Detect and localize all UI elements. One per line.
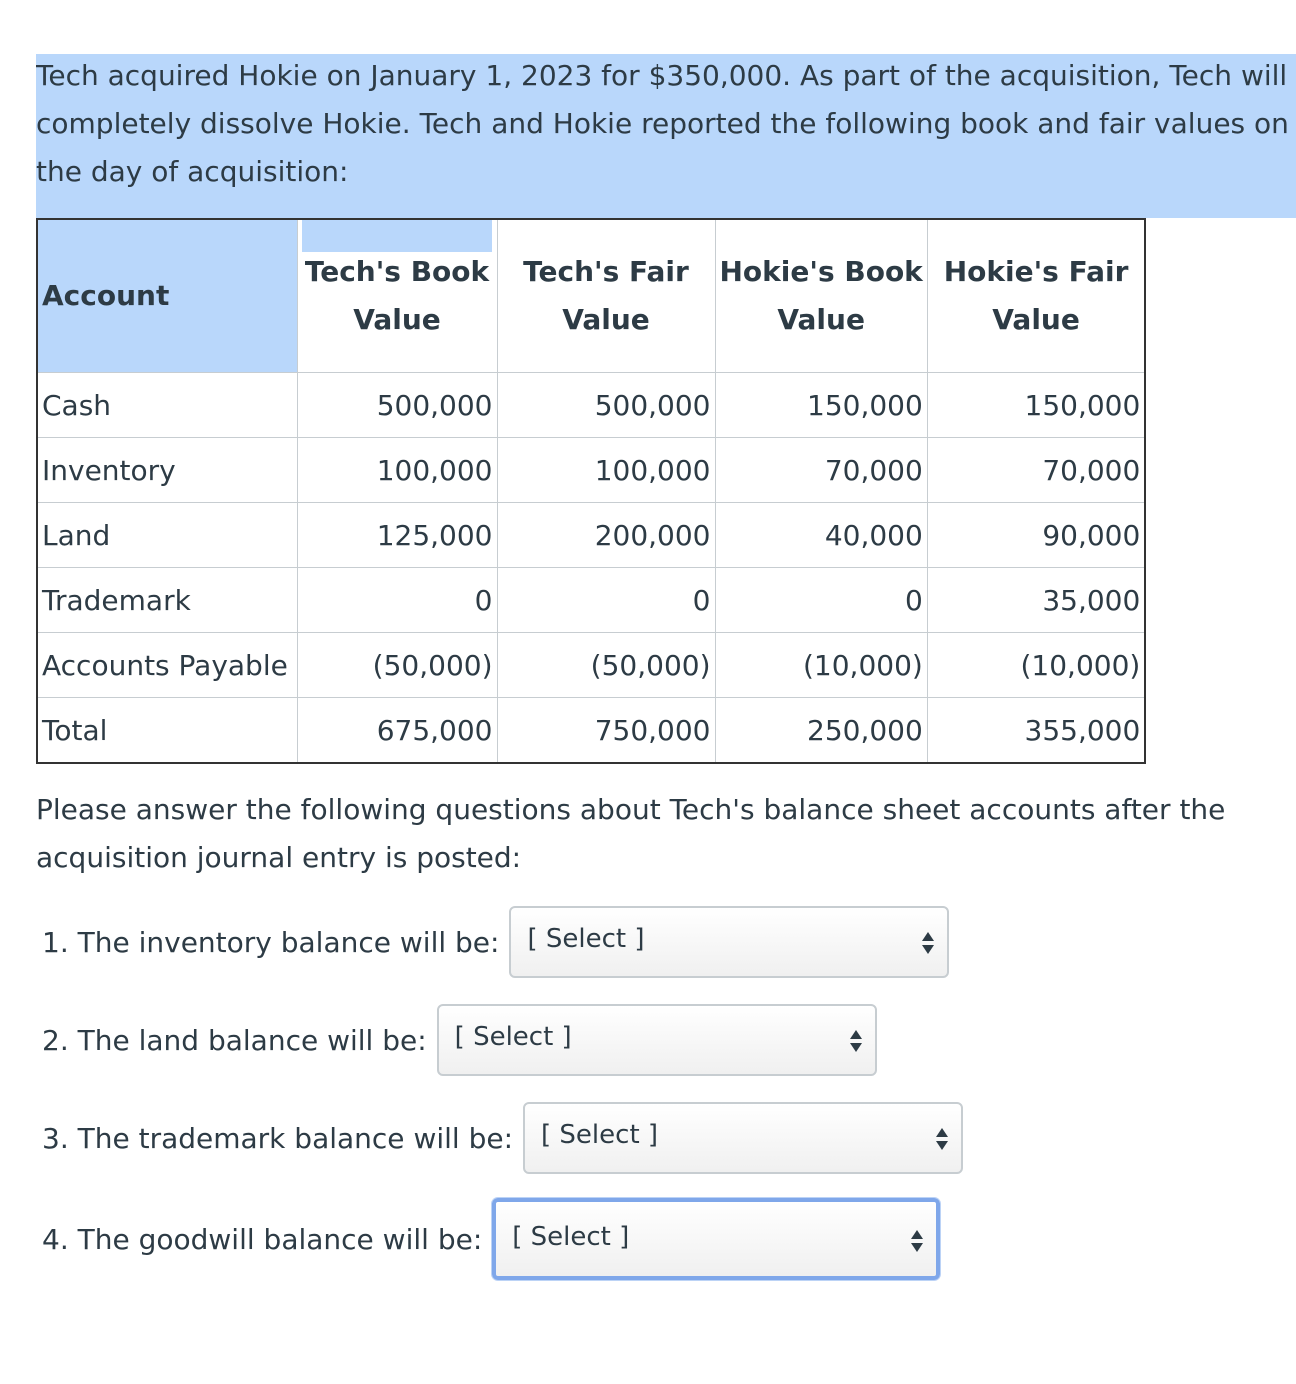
hokie-book-cell: 0	[715, 568, 927, 633]
question-text: 3. The trademark balance will be:	[42, 1121, 514, 1155]
up-down-arrows-icon	[921, 930, 935, 956]
question-text: 1. The inventory balance will be:	[42, 925, 500, 959]
intro-paragraph	[36, 52, 1292, 196]
up-down-arrows-icon	[935, 1126, 949, 1152]
table-row	[37, 568, 1145, 633]
question-trademark	[42, 1102, 963, 1174]
select-value: [ Select ]	[454, 1022, 572, 1052]
book-fair-values-table	[36, 218, 1146, 764]
question-text: 4. The goodwill balance will be:	[42, 1222, 483, 1256]
account-cell: Total	[37, 698, 297, 764]
header-tech-book-line2: Value	[353, 303, 441, 336]
tech-book-cell: 0	[297, 568, 497, 633]
hokie-fair-cell: 90,000	[927, 503, 1145, 568]
hokie-fair-cell: 150,000	[927, 373, 1145, 438]
goodwill-balance-select[interactable]	[492, 1198, 940, 1280]
account-cell: Land	[37, 503, 297, 568]
up-down-arrows-icon	[910, 1228, 924, 1254]
hokie-fair-cell: 35,000	[927, 568, 1145, 633]
header-hokie-fair-line1: Hokie's Fair	[943, 255, 1129, 288]
hokie-book-cell: 70,000	[715, 438, 927, 503]
tech-book-cell: 125,000	[297, 503, 497, 568]
hokie-book-cell: 40,000	[715, 503, 927, 568]
land-balance-select[interactable]	[437, 1004, 877, 1076]
question-land	[42, 1004, 877, 1076]
table-header-row	[37, 219, 1145, 373]
table-row	[37, 633, 1145, 698]
tech-fair-cell: 0	[497, 568, 715, 633]
header-tech-fair-line1: Tech's Fair	[523, 255, 689, 288]
header-hokie-book-value	[715, 219, 927, 373]
header-tech-book-line1: Tech's Book	[304, 255, 490, 288]
table-row-total	[37, 698, 1145, 764]
hokie-book-cell: 150,000	[715, 373, 927, 438]
tech-book-cell: 100,000	[297, 438, 497, 503]
account-cell: Trademark	[37, 568, 297, 633]
question-text: 2. The land balance will be:	[42, 1023, 427, 1057]
tech-fair-cell: (50,000)	[497, 633, 715, 698]
tech-fair-cell: 500,000	[497, 373, 715, 438]
hokie-book-cell: (10,000)	[715, 633, 927, 698]
intro-line-1: Tech acquired Hokie on January 1, 2023 for $350,000. As part of the acquisition, Tech will	[36, 59, 1288, 92]
tech-fair-cell: 200,000	[497, 503, 715, 568]
select-value: [ Select ]	[541, 1120, 659, 1150]
header-hokie-fair-line2: Value	[992, 303, 1080, 336]
header-hokie-book-line1: Hokie's Book	[719, 255, 923, 288]
hokie-fair-cell: 70,000	[927, 438, 1145, 503]
hokie-fair-cell: (10,000)	[927, 633, 1145, 698]
intro-line-3: the day of acquisition:	[36, 155, 349, 188]
header-account	[37, 219, 297, 373]
header-tech-fair-line2: Value	[562, 303, 650, 336]
tech-book-cell: 675,000	[297, 698, 497, 764]
account-cell: Accounts Payable	[37, 633, 297, 698]
table-row	[37, 503, 1145, 568]
tech-fair-cell: 750,000	[497, 698, 715, 764]
account-cell: Inventory	[37, 438, 297, 503]
table-row	[37, 438, 1145, 503]
inventory-balance-select[interactable]	[509, 906, 949, 978]
table-row	[37, 373, 1145, 438]
header-tech-fair-value	[497, 219, 715, 373]
question-goodwill	[42, 1198, 940, 1280]
question-prompt: Please answer the following questions about Tech's balance sheet accounts after the acquisition journal entry is posted:	[36, 793, 1226, 874]
hokie-fair-cell: 355,000	[927, 698, 1145, 764]
up-down-arrows-icon	[849, 1028, 863, 1054]
hokie-book-cell: 250,000	[715, 698, 927, 764]
select-value: [ Select ]	[512, 1222, 630, 1252]
header-account-label: Account	[42, 279, 170, 312]
select-value: [ Select ]	[527, 924, 645, 954]
tech-book-cell: (50,000)	[297, 633, 497, 698]
header-tech-book-value	[297, 219, 497, 373]
header-hokie-fair-value	[927, 219, 1145, 373]
account-cell: Cash	[37, 373, 297, 438]
header-hokie-book-line2: Value	[777, 303, 865, 336]
trademark-balance-select[interactable]	[523, 1102, 963, 1174]
intro-line-2: completely dissolve Hokie. Tech and Hokie reported the following book and fair values on	[36, 107, 1289, 140]
question-inventory	[42, 906, 949, 978]
tech-book-cell: 500,000	[297, 373, 497, 438]
tech-fair-cell: 100,000	[497, 438, 715, 503]
